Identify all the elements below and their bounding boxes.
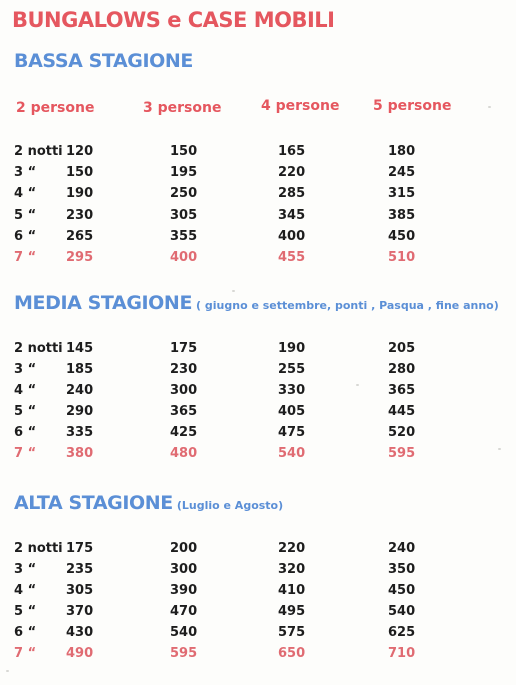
table-row: 7 “ 295 400 455 510 — [14, 250, 416, 265]
table-row: 4 “ 240 300 330 365 — [14, 383, 416, 398]
section-name: ALTA STAGIONE — [14, 492, 173, 514]
section-note: ( giugno e settembre, ponti , Pasqua , fine anno) — [196, 299, 499, 312]
table-row: 2 notti 120 150 165 180 — [14, 144, 416, 159]
table-row: 6 “ 335 425 475 520 — [14, 425, 416, 440]
table-row: 6 “ 265 355 400 450 — [14, 229, 416, 244]
scan-speck — [232, 290, 235, 292]
header-3-persone: 3 persone — [143, 100, 222, 116]
section-title-alta — [14, 492, 283, 514]
scan-speck — [498, 448, 501, 450]
table-row: 3 “ 150 195 220 245 — [14, 165, 416, 180]
section-title-media — [14, 292, 499, 314]
section-name: MEDIA STAGIONE — [14, 292, 193, 314]
scan-speck — [356, 384, 359, 386]
table-row: 5 “ 290 365 405 445 — [14, 404, 416, 419]
table-row: 4 “ 305 390 410 450 — [14, 583, 416, 598]
scan-speck — [6, 670, 9, 672]
table-row: 5 “ 230 305 345 385 — [14, 208, 416, 223]
scan-speck — [488, 106, 491, 108]
table-row: 4 “ 190 250 285 315 — [14, 186, 416, 201]
section-name: BASSA STAGIONE — [14, 50, 193, 72]
header-5-persone: 5 persone — [373, 98, 452, 114]
table-row: 2 notti 175 200 220 240 — [14, 541, 416, 556]
table-row: 5 “ 370 470 495 540 — [14, 604, 416, 619]
header-4-persone: 4 persone — [261, 98, 340, 114]
table-row: 6 “ 430 540 575 625 — [14, 625, 416, 640]
section-title-bassa — [14, 50, 193, 72]
table-row: 7 “ 380 480 540 595 — [14, 446, 416, 461]
table-row: 7 “ 490 595 650 710 — [14, 646, 416, 661]
page-title: BUNGALOWS e CASE MOBILI — [12, 8, 335, 32]
table-row: 3 “ 235 300 320 350 — [14, 562, 416, 577]
header-2-persone: 2 persone — [16, 100, 95, 116]
section-note: (Luglio e Agosto) — [176, 499, 284, 512]
table-row: 2 notti 145 175 190 205 — [14, 341, 416, 356]
table-row: 3 “ 185 230 255 280 — [14, 362, 416, 377]
